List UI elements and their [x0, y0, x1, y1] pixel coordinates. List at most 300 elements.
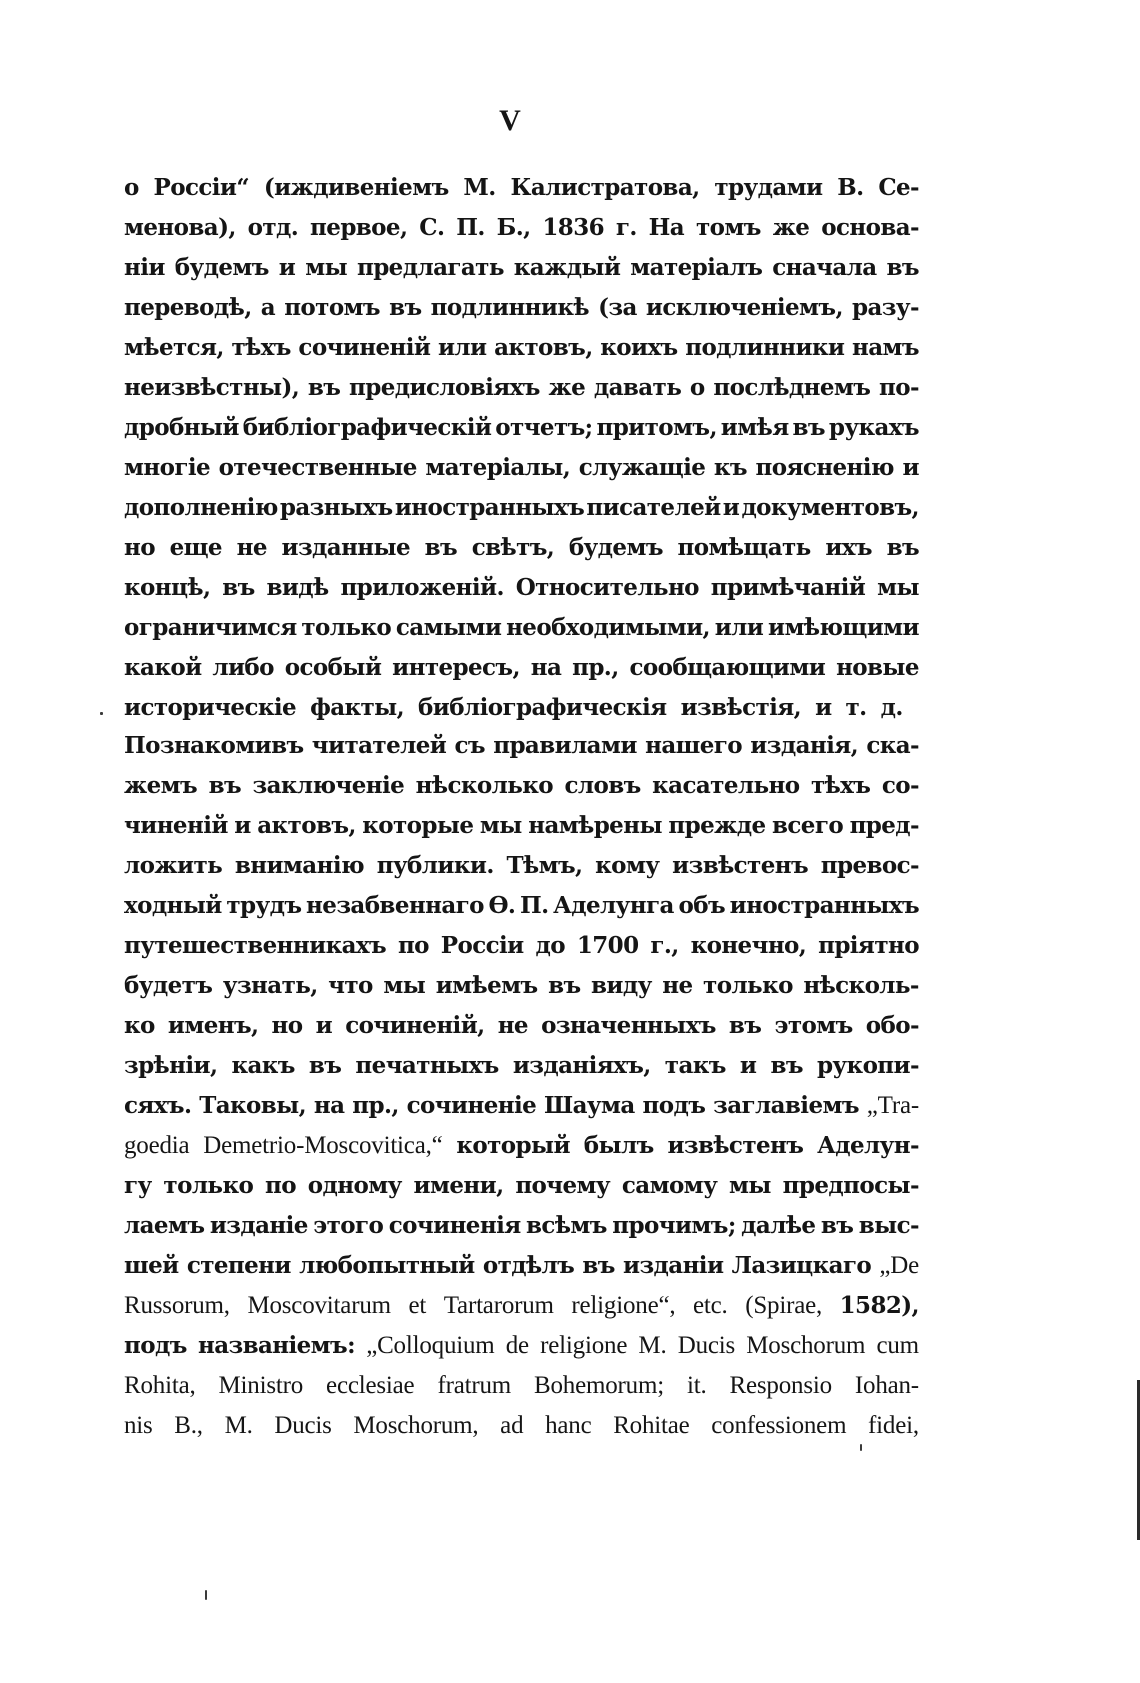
word: писателей — [586, 494, 721, 521]
word: въ — [770, 1052, 803, 1079]
word: de — [505, 1332, 529, 1359]
word: по- — [879, 374, 919, 401]
word: Познакомивъ — [124, 732, 304, 759]
scan-speck — [100, 712, 103, 715]
word: коихъ — [600, 334, 678, 361]
word: только — [703, 972, 793, 999]
word: goedia — [124, 1132, 190, 1159]
word: давать — [593, 374, 682, 401]
word: ложить — [124, 852, 223, 879]
word: видѣ — [266, 574, 329, 601]
word: намѣрены — [528, 812, 662, 839]
word: будетъ — [124, 972, 213, 999]
word: Шаума — [544, 1092, 635, 1119]
word: т. — [845, 694, 867, 721]
word: каждый — [513, 254, 621, 281]
word: въ — [389, 294, 422, 321]
word: нашего — [645, 732, 743, 759]
word: но — [124, 534, 155, 561]
word: (иждивеніемъ — [263, 174, 449, 201]
word: этомъ — [774, 1012, 853, 1039]
word: Се- — [878, 174, 919, 201]
word: разныхъ — [279, 494, 393, 521]
word: въ — [886, 254, 919, 281]
word: имѣемъ — [435, 972, 538, 999]
word: Tartarorum — [443, 1292, 554, 1319]
word: it. — [686, 1372, 707, 1399]
word: „Tra- — [866, 1092, 919, 1119]
word: переводѣ, — [124, 294, 252, 321]
word: послѣднемъ — [713, 374, 871, 401]
word: nis — [124, 1412, 153, 1439]
word: имѣющими — [768, 614, 919, 641]
word: историческіе — [124, 694, 297, 721]
word: узнать, — [222, 972, 318, 999]
word: со- — [881, 772, 919, 799]
word: подъ — [124, 1332, 187, 1359]
word: Responsio — [729, 1372, 832, 1399]
word: томъ — [695, 214, 761, 241]
word: нѣсколь- — [803, 972, 919, 999]
word: самому — [621, 1172, 718, 1199]
text-line — [124, 846, 919, 886]
text-line — [124, 208, 919, 248]
text-line — [124, 288, 919, 328]
word: названіемъ: — [197, 1332, 355, 1359]
word: 1700 — [576, 932, 639, 959]
text-line — [124, 1086, 919, 1126]
word: Аделун- — [817, 1132, 919, 1159]
word: вниманію — [234, 852, 364, 879]
word: fratrum — [437, 1372, 512, 1399]
paragraph-2 — [124, 726, 919, 1446]
word: мы — [877, 574, 919, 601]
word: библіографическія — [418, 694, 667, 721]
word: Bohemorum; — [534, 1372, 664, 1399]
word: и — [234, 812, 251, 839]
word: намъ — [851, 334, 919, 361]
word: ad — [500, 1412, 524, 1439]
word: изданіи — [623, 1252, 724, 1279]
word: cum — [876, 1332, 919, 1359]
word: ко — [124, 1012, 155, 1039]
word: подъ — [642, 1092, 706, 1119]
word: Ducis — [274, 1412, 332, 1439]
word: въ — [820, 1212, 854, 1239]
word: былъ — [583, 1132, 654, 1159]
word: имени, — [413, 1172, 504, 1199]
word: Калистратова, — [510, 174, 700, 201]
word: служащіе — [578, 454, 706, 481]
word: мы — [305, 254, 348, 281]
word: дополненію — [124, 494, 278, 521]
word: пр., — [572, 654, 619, 681]
word: предлагать — [356, 254, 504, 281]
word: до — [535, 932, 565, 959]
word: „De — [879, 1252, 919, 1279]
word: изданія, — [750, 732, 859, 759]
word: не — [236, 534, 267, 561]
word: степени — [186, 1252, 291, 1279]
word: Rohitae — [613, 1412, 690, 1439]
word: изданные — [281, 534, 411, 561]
word: г. — [615, 214, 637, 241]
word: или — [437, 334, 487, 361]
word: подлинники — [685, 334, 845, 361]
word: предисловіяхъ — [349, 374, 540, 401]
word: необходимыми, — [506, 614, 710, 641]
word: концѣ, — [124, 574, 211, 601]
word: имѣя — [720, 414, 789, 441]
word: ихъ — [825, 534, 872, 561]
word: всего — [772, 812, 844, 839]
word: читателей — [311, 732, 447, 759]
word: а — [260, 294, 276, 321]
text-line — [124, 688, 919, 728]
word: актовъ, — [494, 334, 593, 361]
word: приложеній. — [340, 574, 504, 601]
word: но — [271, 1012, 303, 1039]
word: Demetrio-Moscovitica,“ — [203, 1132, 443, 1159]
word: матеріалы, — [425, 454, 571, 481]
word: менова), — [124, 214, 236, 241]
text-line — [124, 648, 919, 688]
word: либо — [212, 654, 274, 681]
word: сначала — [772, 254, 877, 281]
word: Moschorum, — [353, 1412, 479, 1439]
word: въ — [582, 1252, 615, 1279]
word: въ — [792, 414, 825, 441]
word: въ — [548, 972, 581, 999]
word: на — [313, 1092, 345, 1119]
word: рукопи- — [816, 1052, 919, 1079]
word: неизвѣстны), — [124, 374, 300, 401]
word: сяхъ. — [124, 1092, 192, 1119]
word: въ — [728, 1012, 762, 1039]
word: ecclesiae — [326, 1372, 415, 1399]
word: незабвеннаго — [306, 892, 484, 919]
word: „Colloquium — [366, 1332, 495, 1359]
word: первое, — [310, 214, 408, 241]
word: означенныхъ — [541, 1012, 716, 1039]
word: сообщающими — [629, 654, 826, 681]
word: всѣмъ — [526, 1212, 607, 1239]
word: г., — [650, 932, 679, 959]
text-line — [124, 1206, 919, 1246]
word: (Spirae, — [745, 1292, 823, 1319]
word: сочиненіе — [406, 1092, 537, 1119]
word: и — [815, 694, 832, 721]
word: дробный — [124, 414, 239, 441]
word: подлинникѣ — [430, 294, 589, 321]
word: къ — [713, 454, 747, 481]
word: ходный — [124, 892, 222, 919]
word: пред- — [849, 812, 919, 839]
word: основа- — [821, 214, 919, 241]
word: помѣщать — [677, 534, 811, 561]
word: изданіяхъ, — [512, 1052, 651, 1079]
word: рукахъ — [828, 414, 919, 441]
word: матеріалъ — [630, 254, 763, 281]
word: превос- — [820, 852, 919, 879]
word: извѣстенъ — [672, 852, 809, 879]
word: и — [278, 254, 296, 281]
word: 1836 — [542, 214, 605, 241]
text-line — [124, 886, 919, 926]
text-line — [124, 926, 919, 966]
word: предпосы- — [782, 1172, 919, 1199]
word: извѣстія, — [680, 694, 802, 721]
word: которые — [362, 812, 474, 839]
word: Относительно — [515, 574, 699, 601]
word: факты, — [310, 694, 405, 721]
word: новые — [836, 654, 919, 681]
word: В. — [837, 174, 864, 201]
word: жемъ — [124, 772, 198, 799]
word: какой — [124, 654, 202, 681]
word: тѣхъ — [231, 334, 291, 361]
word: притомъ, — [596, 414, 717, 441]
word: П. — [519, 892, 549, 919]
word: Ѳ. — [488, 892, 516, 919]
word: Ducis — [677, 1332, 736, 1359]
text-line — [124, 368, 919, 408]
scan-speck — [860, 1444, 862, 1451]
word: M. — [224, 1412, 253, 1439]
word: П. — [456, 214, 485, 241]
word: сочиненій — [298, 334, 431, 361]
word: прочимъ; — [612, 1212, 736, 1239]
word: confessionem — [711, 1412, 847, 1439]
word: сочиненія — [388, 1212, 521, 1239]
text-line — [124, 1126, 919, 1166]
word: такъ — [664, 1052, 726, 1079]
text-line — [124, 328, 919, 368]
scan-speck — [205, 1590, 207, 1600]
word: самыми — [395, 614, 502, 641]
word: на — [530, 654, 562, 681]
word: поясненію — [755, 454, 894, 481]
word: М. — [463, 174, 496, 201]
word: будемъ — [174, 254, 269, 281]
word: многіе — [124, 454, 211, 481]
word: далѣе — [741, 1212, 816, 1239]
word: публики. — [376, 852, 494, 879]
word: въ — [307, 374, 341, 401]
word: Moscovitarum — [247, 1292, 391, 1319]
text-line — [124, 1006, 919, 1046]
word: лаемъ — [124, 1212, 205, 1239]
word: же — [772, 214, 810, 241]
text-line — [124, 488, 919, 528]
word: о — [124, 174, 139, 201]
text-line — [124, 766, 919, 806]
word: пріятно — [818, 932, 919, 959]
word: нѣсколько — [415, 772, 553, 799]
word: по — [265, 1172, 296, 1199]
word: любопытный — [299, 1252, 475, 1279]
word: Таковы, — [199, 1092, 307, 1119]
word: что — [328, 972, 373, 999]
text-line — [124, 1366, 919, 1406]
page-number: V — [499, 104, 521, 137]
word: будемъ — [568, 534, 663, 561]
word: актовъ, — [257, 812, 356, 839]
word: еще — [169, 534, 222, 561]
word: сочиненій, — [345, 1012, 485, 1039]
word: B., — [174, 1412, 203, 1439]
word: пр., — [352, 1092, 399, 1119]
word: только — [163, 1172, 254, 1199]
word: иностранныхъ — [729, 892, 919, 919]
word: зрѣніи, — [124, 1052, 218, 1079]
text-line — [124, 528, 919, 568]
word: заключеніе — [252, 772, 405, 799]
word: Лазицкаго — [731, 1252, 872, 1279]
word: д. — [880, 694, 903, 721]
word: отд. — [247, 214, 299, 241]
text-line — [124, 168, 919, 208]
word: свѣтъ, — [471, 534, 555, 561]
word: который — [456, 1132, 570, 1159]
text-line — [124, 568, 919, 608]
word: и — [315, 1012, 333, 1039]
word: гу — [124, 1172, 152, 1199]
text-line — [124, 248, 919, 288]
word: отечественные — [218, 454, 417, 481]
word: шей — [124, 1252, 179, 1279]
word: или — [714, 614, 764, 641]
word: и — [739, 1052, 757, 1079]
word: правилами — [493, 732, 637, 759]
word: мѣется, — [124, 334, 224, 361]
word: только — [301, 614, 392, 641]
text-line — [124, 726, 919, 766]
word: и — [902, 454, 919, 481]
word: словъ — [564, 772, 641, 799]
text-line — [124, 1046, 919, 1086]
word: (за — [598, 294, 637, 321]
word: hanc — [545, 1412, 592, 1439]
word: документовъ, — [741, 494, 919, 521]
word: этого — [313, 1212, 384, 1239]
word: M. — [638, 1332, 667, 1359]
word: et — [408, 1292, 427, 1319]
word: примѣчаній — [710, 574, 866, 601]
text-line — [124, 966, 919, 1006]
word: тѣхъ — [810, 772, 871, 799]
word: 1582), — [839, 1292, 919, 1319]
word: особый — [284, 654, 382, 681]
word: Россіи — [440, 932, 524, 959]
word: religione — [540, 1332, 628, 1359]
word: по — [397, 932, 429, 959]
word: и — [722, 494, 740, 521]
text-line — [124, 1286, 919, 1326]
text-line — [124, 1166, 919, 1206]
word: извѣстенъ — [667, 1132, 804, 1159]
word: выс- — [858, 1212, 919, 1239]
text-line — [124, 1406, 919, 1446]
word: съ — [454, 732, 485, 759]
word: библіографическій — [242, 414, 492, 441]
word: путешественникахъ — [124, 932, 387, 959]
text-line — [124, 608, 919, 648]
word: отдѣлъ — [482, 1252, 575, 1279]
word: fidei, — [868, 1412, 919, 1439]
word: ограничимся — [124, 614, 297, 641]
text-line — [124, 1246, 919, 1286]
word: отчетъ; — [495, 414, 593, 441]
word: трудъ — [226, 892, 302, 919]
word: С. — [419, 214, 445, 241]
word: Iohan- — [854, 1372, 919, 1399]
paragraph-1 — [124, 168, 919, 728]
word: заглавіемъ — [713, 1092, 859, 1119]
word: прежде — [668, 812, 766, 839]
word: потомъ — [284, 294, 380, 321]
word: изданіе — [209, 1212, 308, 1239]
word: Б., — [496, 214, 531, 241]
word: конечно, — [690, 932, 807, 959]
word: Аделунга — [553, 892, 674, 919]
word: мы — [479, 812, 522, 839]
word: же — [548, 374, 586, 401]
text-line — [124, 448, 919, 488]
word: etc. — [693, 1292, 728, 1319]
word: трудами — [714, 174, 823, 201]
text-line — [124, 1326, 919, 1366]
word: касательно — [652, 772, 800, 799]
word: ска- — [866, 732, 919, 759]
word: печатныхъ — [355, 1052, 499, 1079]
text-line — [124, 806, 919, 846]
word: интересъ, — [392, 654, 520, 681]
word: мы — [383, 972, 426, 999]
word: не — [497, 1012, 528, 1039]
word: виду — [591, 972, 652, 999]
word: Россіи“ — [153, 174, 250, 201]
word: въ — [886, 534, 919, 561]
word: какъ — [231, 1052, 295, 1079]
word: чиненій — [124, 812, 228, 839]
word: Russorum, — [124, 1292, 230, 1319]
word: иностранныхъ — [394, 494, 585, 521]
word: въ — [308, 1052, 342, 1079]
word: въ — [208, 772, 242, 799]
text-line — [124, 408, 919, 448]
word: почему — [515, 1172, 611, 1199]
word: обо- — [865, 1012, 919, 1039]
word: На — [648, 214, 685, 241]
word: именъ, — [167, 1012, 259, 1039]
word: объ — [678, 892, 725, 919]
word: ніи — [124, 254, 165, 281]
word: въ — [222, 574, 255, 601]
word: кому — [595, 852, 660, 879]
word: о — [689, 374, 705, 401]
word: Тѣмъ, — [506, 852, 583, 879]
word: religione“, — [571, 1292, 676, 1319]
word: одному — [307, 1172, 402, 1199]
word: разу- — [852, 294, 919, 321]
word: Ministro — [218, 1372, 304, 1399]
word: исключеніемъ, — [645, 294, 843, 321]
word: въ — [424, 534, 458, 561]
word: не — [662, 972, 693, 999]
word: мы — [729, 1172, 771, 1199]
word: Moschorum — [746, 1332, 866, 1359]
